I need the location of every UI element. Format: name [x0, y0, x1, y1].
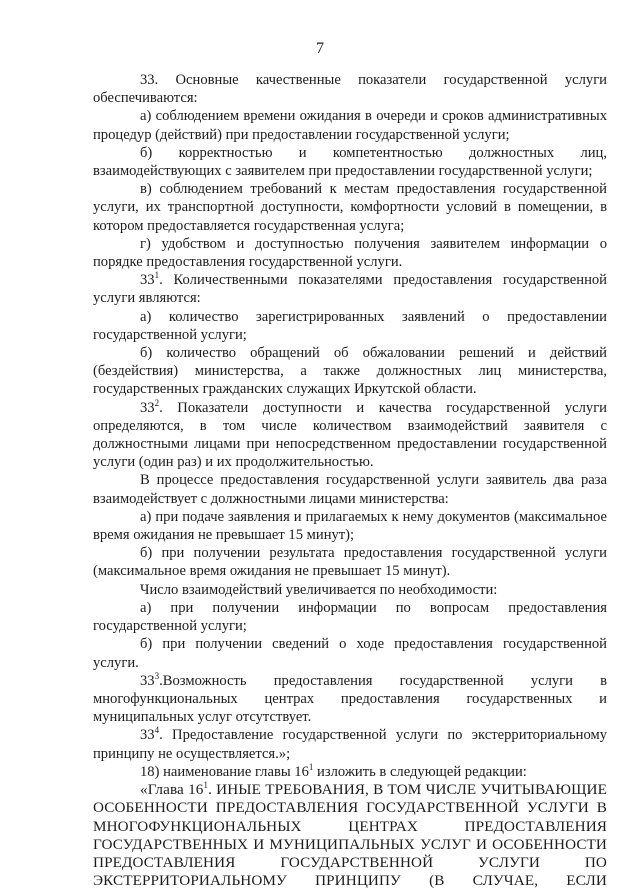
paragraph-33-4	[93, 726, 607, 762]
paragraph-33-v: в) соблюдением требований к местам предоставления государственной услуги, их транспортной доступности, комфортности условий в помещении, в котором предоставляется государственная услуга;	[93, 181, 607, 234]
paragraph-18	[93, 763, 607, 781]
paragraph-33: 33. Основные качественные показатели государственной услуги обеспечиваются:	[93, 72, 607, 107]
paragraph-count: Число взаимодействий увеличивается по необходимости:	[140, 581, 498, 598]
clause-text: . Предоставление государственной услуги по экстерриториальному принципу не осуществляется.»;	[93, 727, 607, 762]
paragraph-33-2	[93, 399, 607, 472]
paragraph-33-1-b: б) количество обращений об обжаловании решений и действий (бездействия) министерства, а также должностных лиц министерства, государственных гражданских служащих Иркутской области.	[93, 345, 607, 398]
chapter-superscript: 1	[308, 761, 314, 772]
paragraph-process-a: а) при подаче заявления и прилагаемых к нему документов (максимальное время ожидания не превышает 15 минут);	[93, 508, 607, 544]
paragraph-33-b: б) корректностью и компетентностью должностных лиц, взаимодействующих с заявителем при предоставлении государственной услуги;	[93, 144, 607, 180]
document-body	[93, 71, 607, 891]
paragraph-33-g: г) удобством и доступностью получения заявителем информации о порядке предоставления государственной услуги.	[93, 235, 607, 271]
paragraph-33-1	[93, 271, 607, 307]
clause-number: 33	[140, 672, 155, 689]
item-text-before: 18) наименование главы 16	[140, 763, 309, 780]
chapter-label: «Глава 16	[140, 780, 204, 798]
clause-superscript: 2	[154, 397, 160, 408]
clause-superscript: 3	[154, 670, 160, 681]
paragraph-count-a: а) при получении информации по вопросам предоставления государственной услуги;	[93, 599, 607, 635]
clause-number: 33	[140, 399, 155, 416]
paragraph-process: В процессе предоставления государственной услуги заявитель два раза взаимодействует с должностными лицами министерства:	[93, 472, 607, 507]
clause-superscript: 1	[154, 270, 160, 281]
paragraph-33-a: а) соблюдением времени ожидания в очереди и сроков административных процедур (действий) при предоставлении государственной услуги;	[93, 108, 607, 143]
paragraph-count-b: б) при получении сведений о ходе предоставления государственной услуги.	[93, 636, 607, 671]
chapter-title: . ИНЫЕ ТРЕБОВАНИЯ, В ТОМ ЧИСЛЕ УЧИТЫВАЮЩИЕ ОСОБЕННОСТИ ПРЕДОСТАВЛЕНИЯ ГОСУДАРСТВЕННОЙ УСЛУГИ В МНОГОФУНКЦИОНАЛЬНЫХ ЦЕНТРАХ ПРЕДОСТАВЛЕНИЯ ГОСУДАРСТВЕННЫХ И МУНИЦИПАЛЬНЫХ УСЛУГ И ОСОБЕННОСТИ ПРЕДОСТАВЛЕНИЯ ГОСУДАРСТВЕННОЙ УСЛУГИ ПО ЭКСТЕРРИТОРИАЛЬНОМУ ПРИНЦИПУ (В СЛУЧАЕ, ЕСЛИ	[93, 780, 607, 890]
clause-superscript: 4	[154, 725, 160, 736]
paragraph-33-3	[93, 672, 607, 727]
item-text-after: изложить в следующей редакции:	[313, 763, 527, 780]
clause-text: . Количественными показателями предоставления государственной услуги являются:	[93, 272, 607, 307]
clause-number: 33	[140, 272, 155, 289]
paragraph-33-1-a: а) количество зарегистрированных заявлений о предоставлении государственной услуги;	[93, 308, 607, 343]
chapter-superscript: 1	[203, 779, 209, 790]
clause-text: . Показатели доступности и качества государственной услуги определяются, в том числе количеством взаимодействий заявителя с должностными лицами при непосредственном предоставлении государственной услуги (один раз) и их продолжительностью.	[93, 399, 607, 471]
chapter-heading	[93, 781, 607, 891]
paragraph-process-b: б) при получении результата предоставления государственной услуги (максимальное время ожидания не превышает 15 минут).	[93, 545, 607, 580]
clause-number: 33	[140, 727, 155, 744]
clause-text: .Возможность предоставления государственной услуги в многофункциональных центрах предоставления государственных и муниципальных услуг отсутствует.	[93, 672, 607, 726]
page-number: 7	[316, 40, 324, 57]
